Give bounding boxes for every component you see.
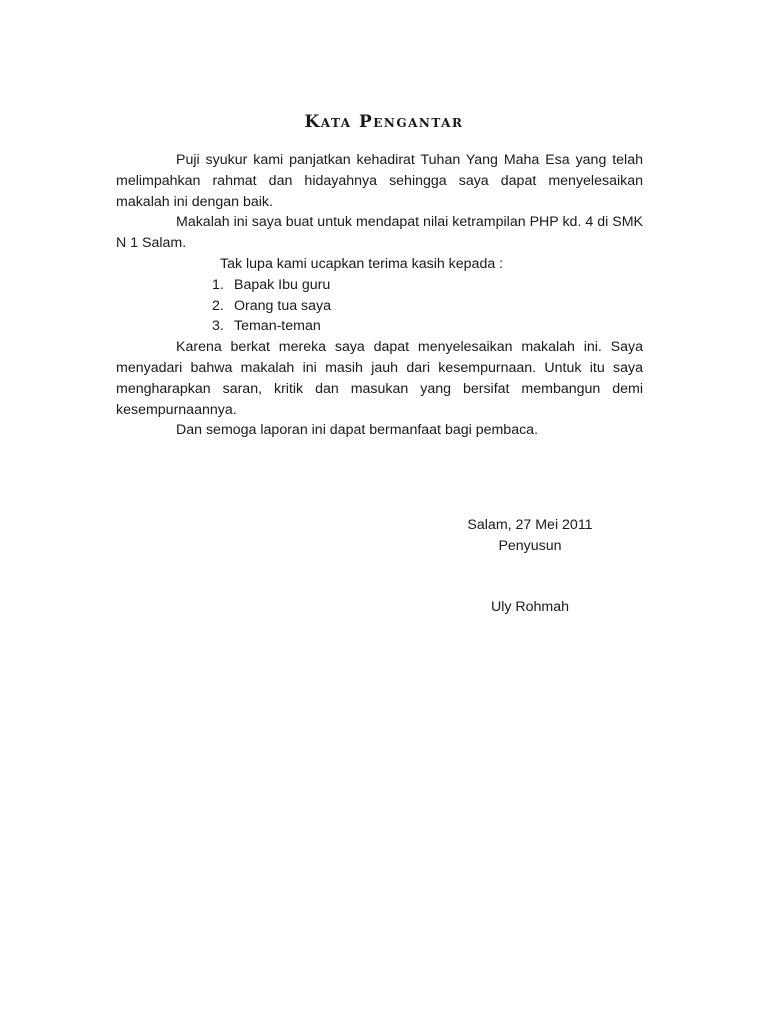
list-item-number: 1. [212,276,224,293]
signature-name: Uly Rohmah [490,599,570,615]
signature-block [430,515,630,557]
signature-place-date: Salam, 27 Mei 2011 [467,517,593,533]
thanks-list [116,275,643,337]
list-item [212,316,643,337]
page-title: Kata Pengantar [304,112,464,132]
paragraph-purpose: Makalah ini saya buat untuk mendapat nilai ketrampilan PHP kd. 4 di SMK N 1 Salam. [116,214,643,252]
list-item-number: 2. [212,297,224,314]
list-item-text: Bapak Ibu guru [234,276,331,293]
paragraph-acknowledgement: Karena berkat mereka saya dapat menyelesaikan makalah ini. Saya menyadari bahwa makalah ini masih jauh dari kesempurnaan. Untuk itu saya mengharapkan saran, kritik dan masukan yang bersifat membangun demi kesempurnaannya. [116,339,643,418]
list-item-number: 3. [212,318,224,335]
list-item-text: Teman-teman [234,318,321,335]
paragraph-thanks-intro: Tak lupa kami ucapkan terima kasih kepada : [220,255,504,272]
signature-role: Penyusun [498,537,562,554]
list-item [212,275,643,296]
list-item-text: Orang tua saya [234,297,332,314]
paragraph-gratitude: Puji syukur kami panjatkan kehadirat Tuhan Yang Maha Esa yang telah melimpahkan rahmat dan hidayahnya sehingga saya dapat menyelesaikan makalah ini dengan baik. [116,152,643,210]
list-item [212,296,643,317]
paragraph-closing: Dan semoga laporan ini dapat bermanfaat bagi pembaca. [176,422,539,439]
document-body [116,150,643,441]
